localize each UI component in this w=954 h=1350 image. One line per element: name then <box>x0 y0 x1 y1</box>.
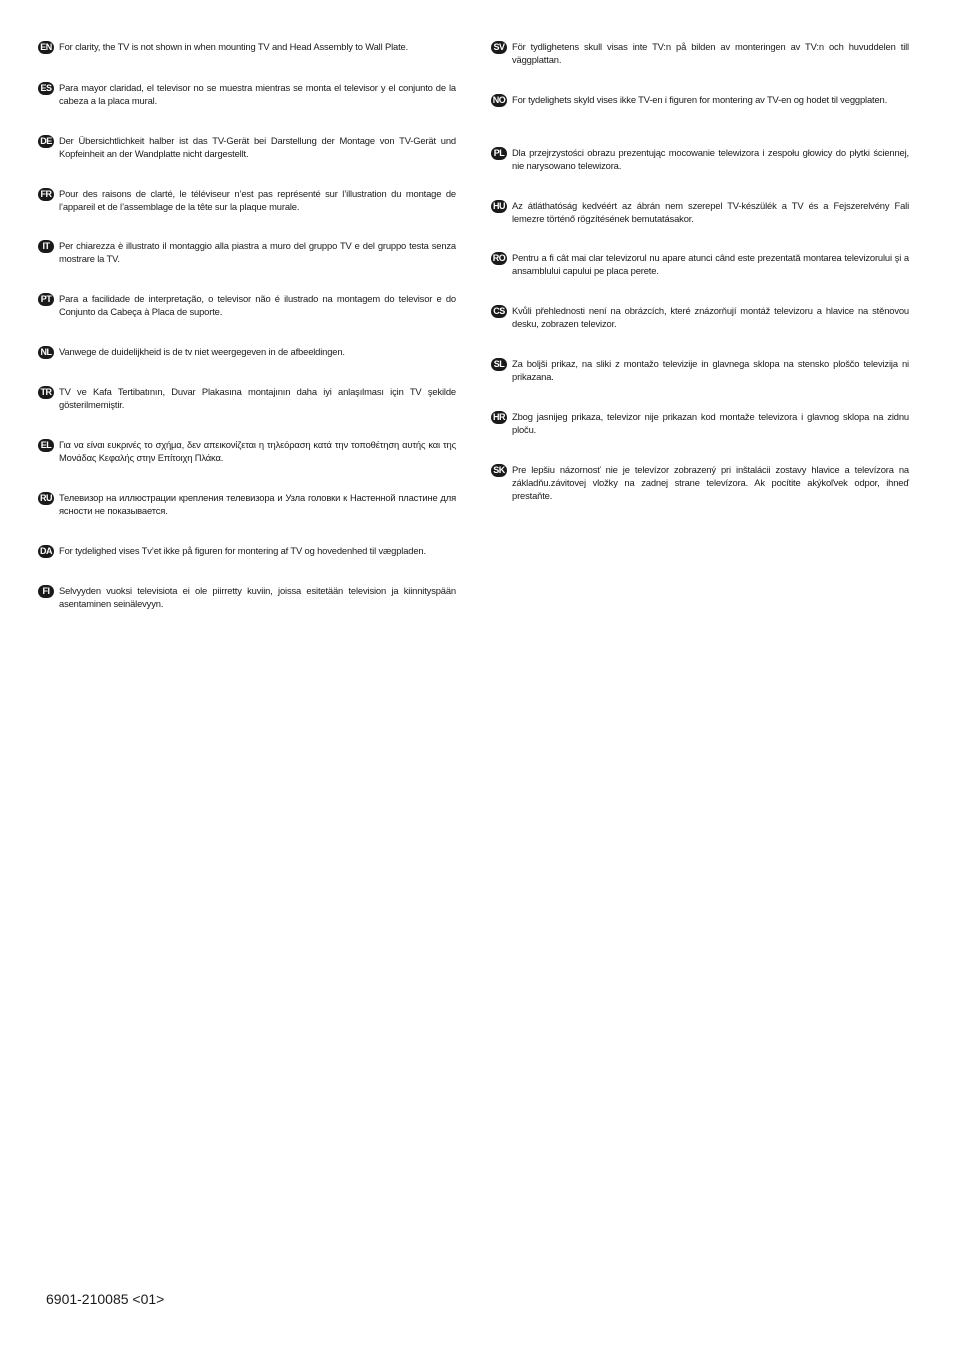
notice-text-da: For tydelighed vises Tv’et ikke på figuren for montering af TV og hovedenhed til vægpladen. <box>59 545 426 556</box>
language-badge-fr: FR <box>38 188 54 201</box>
notice-text-pl: Dla przejrzystości obrazu prezentując mocowanie telewizora i zespołu głowicy do płytki ściennej, nie narysowano telewizora. <box>512 147 909 171</box>
notice-de <box>38 134 456 160</box>
notice-text-cs: Kvůli přehlednosti není na obrázcích, které znázorňují montáž televizoru a hlavice na stěnovou desku, zobrazen televizor. <box>512 305 909 329</box>
notice-text-ru: Телевизор на иллюстрации крепления телевизора и Узла головки к Настенной пластине для ясности не показывается. <box>59 492 456 516</box>
notice-text-sk: Pre lepšiu názornosť nie je televízor zobrazený pri inštalácii zostavy hlavice a televízora na základňu.závitovej vložky na zadnej strane televízora. Ak pocítite akýkoľvek odpor, ihneď prestaňte. <box>512 464 909 501</box>
notice-text-tr: TV ve Kafa Tertibatının, Duvar Plakasına montajının daha iyi anlaşılması için TV şekilde gösterilmemiştir. <box>59 386 456 410</box>
notice-text-no: For tydelighets skyld vises ikke TV-en i figuren for montering av TV-en og hodet til veggplaten. <box>512 94 888 105</box>
notice-ro <box>491 251 909 277</box>
language-badge-hr: HR <box>493 412 505 422</box>
notice-nl <box>38 345 456 359</box>
notice-text-hr: Zbog jasnijeg prikaza, televizor nije prikazan kod montaže televizora i glavnog sklopa na zidnu ploču. <box>512 411 909 435</box>
language-badge-hu: HU <box>493 201 505 211</box>
language-badge-sv: SV <box>491 41 507 54</box>
notice-text-fi: Selvyyden vuoksi televisiota ei ole piirretty kuviin, joissa esitetään television ja kiinnityspään asentaminen seinälevyyn. <box>59 585 456 609</box>
document-code: 6901-210085 <01> <box>46 1291 165 1307</box>
notice-fi <box>38 584 456 610</box>
notice-en <box>38 40 456 54</box>
language-badge-da: DA <box>40 546 52 556</box>
notice-text-ro: Pentru a fi cât mai clar televizorul nu apare atunci când este prezentată montarea televizorului şi a ansamblului capului pe placa perete. <box>512 252 909 276</box>
notice-hu <box>491 199 909 225</box>
notice-cs <box>491 304 909 330</box>
language-badge-pl: PL <box>491 147 507 160</box>
notice-hr <box>491 410 909 436</box>
language-badge-de: DE <box>38 135 54 148</box>
language-badge-sk: SK <box>491 464 507 477</box>
language-badge-cs: CS <box>491 305 507 318</box>
notice-sl <box>491 357 909 383</box>
notice-text-sl: Za boljši prikaz, na sliki z montažo televizije in glavnega sklopa na stensko ploščo televizija ni prikazana. <box>512 358 909 382</box>
notice-sv <box>491 40 909 66</box>
notice-text-nl: Vanwege de duidelijkheid is de tv niet weergegeven in de afbeeldingen. <box>59 346 345 357</box>
notice-text-es: Para mayor claridad, el televisor no se muestra mientras se monta el televisor y el conjunto de la cabeza a la placa mural. <box>59 82 456 106</box>
notice-el <box>38 438 456 464</box>
notice-da <box>38 544 456 558</box>
notice-it <box>38 239 456 265</box>
language-badge-fi: FI <box>38 585 54 598</box>
notice-text-en: For clarity, the TV is not shown in when mounting TV and Head Assembly to Wall Plate. <box>59 41 409 52</box>
language-badge-sl: SL <box>491 358 507 371</box>
language-badge-no: NO <box>492 95 506 105</box>
notice-no <box>491 93 909 107</box>
notice-text-hu: Az átláthatóság kedvéért az ábrán nem szerepel TV-készülék a TV és a Fejszerelvény Fali lemezre történő rögzítésének bemutatásakor. <box>512 200 909 224</box>
language-badge-en: EN <box>38 41 54 54</box>
language-badge-tr: TR <box>38 386 54 399</box>
notice-tr <box>38 385 456 411</box>
notice-text-el: Για να είναι ευκρινές το σχήμα, δεν απεικονίζεται η τηλεόραση κατά την τοποθέτηση αυτής και της Μονάδας Κεφαλής στην Επίτοιχη Πλάκα. <box>59 439 456 463</box>
language-badge-ro: RO <box>492 253 506 263</box>
language-badge-pt: PT <box>38 293 54 306</box>
language-badge-it: IT <box>38 240 54 253</box>
notice-sk <box>491 463 909 502</box>
notice-ru <box>38 491 456 517</box>
notice-text-it: Per chiarezza è illustrato il montaggio alla piastra a muro del gruppo TV e del gruppo testa senza mostrare la TV. <box>59 240 456 264</box>
notice-text-fr: Pour des raisons de clarté, le téléviseur n’est pas représenté sur l’illustration du montage de l’appareil et de l’assemblage de la tête sur la plaque murale. <box>59 188 456 212</box>
notice-pl <box>491 146 909 172</box>
notice-fr <box>38 187 456 213</box>
language-badge-el: EL <box>38 439 54 452</box>
notice-pt <box>38 292 456 318</box>
notice-text-pt: Para a facilidade de interpretação, o televisor não é ilustrado na montagem do televisor e do Conjunto da Cabeça à Placa de suporte. <box>59 293 456 317</box>
language-badge-ru: RU <box>40 493 52 503</box>
notice-text-de: Der Übersichtlichkeit halber ist das TV-Gerät bei Darstellung der Montage von TV-Gerät und Kopfeinheit an der Wandplatte nicht dargestellt. <box>59 135 456 159</box>
language-badge-nl: NL <box>38 346 54 359</box>
notice-es <box>38 81 456 107</box>
language-badge-es: ES <box>38 82 54 95</box>
notice-text-sv: För tydlighetens skull visas inte TV:n på bilden av monteringen av TV:n och huvuddelen till väggplattan. <box>512 41 909 65</box>
